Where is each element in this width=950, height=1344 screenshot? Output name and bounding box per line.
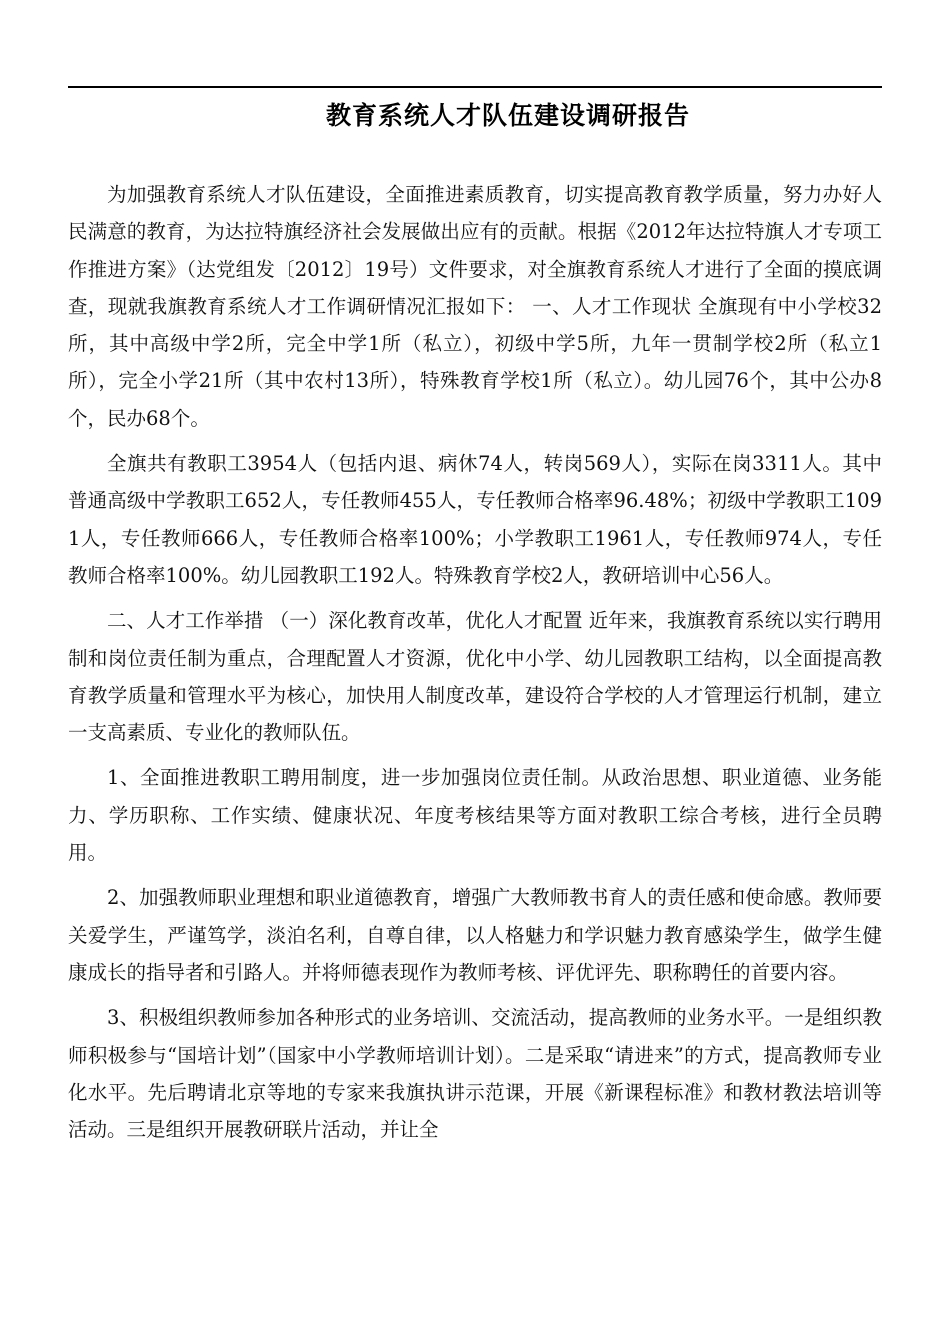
paragraph-item-3: 3、积极组织教师参加各种形式的业务培训、交流活动，提高教师的业务水平。一是组织教师积极参与“国培计划”（国家中小学教师培训计划）。二是采取“请进来”的方式，提高教师专业化水平。先后聘请北京等地的专家来我旗执讲示范课，开展《新课程标准》和教材教法培训等活动。三是组织开展教研联片活动，并让全 bbox=[68, 1006, 882, 1142]
paragraph-item-1: 1、全面推进教职工聘用制度，进一步加强岗位责任制。从政治思想、职业道德、业务能力、学历职称、工作实绩、健康状况、年度考核结果等方面对教职工综合考核，进行全员聘用。 bbox=[68, 766, 882, 865]
paragraph-measures: 二、人才工作举措 （一）深化教育改革，优化人才配置 近年来，我旗教育系统以实行聘用制和岗位责任制为重点，合理配置人才资源，优化中小学、幼儿园教职工结构，以全面提高教育教学质量和管理水平为核心，加快用人制度改革，建设符合学校的人才管理运行机制，建立一支高素质、专业化的教师队伍。 bbox=[68, 609, 882, 745]
header-rule bbox=[68, 86, 882, 88]
paragraph-intro: 为加强教育系统人才队伍建设，全面推进素质教育，切实提高教育教学质量，努力办好人民满意的教育，为达拉特旗经济社会发展做出应有的贡献。根据《2012年达拉特旗人才专项工作推进方案》（达党组发〔2012〕19号）文件要求，对全旗教育系统人才进行了全面的摸底调查，现就我旗教育系统人才工作调研情况汇报如下： 一、人才工作现状 全旗现有中小学校32所，其中高级中学2所，完全中学1所（私立），初级中学5所，九年一贯制学校2所（私立1所），完全小学21所（其中农村13所），特殊教育学校1所（私立）。幼儿园76个，其中公办8个，民办68个。 bbox=[68, 183, 882, 430]
paragraph-staff-stats: 全旗共有教职工3954人（包括内退、病休74人，转岗569人），实际在岗3311人。其中普通高级中学教职工652人，专任教师455人，专任教师合格率96.48%；初级中学教职工1091人，专任教师666人，专任教师合格率100%；小学教职工1961人，专任教师974人，专任教师合格率100%。幼儿园教职工192人。特殊教育学校2人，教研培训中心56人。 bbox=[68, 452, 882, 587]
document-title: 教育系统人才队伍建设调研报告 bbox=[325, 101, 690, 130]
paragraph-item-2: 2、加强教师职业理想和职业道德教育，增强广大教师教书育人的责任感和使命感。教师要关爱学生，严谨笃学，淡泊名利，自尊自律，以人格魅力和学识魅力教育感染学生，做学生健康成长的指导者和引路人。并将师德表现作为教师考核、评优评先、职称聘任的首要内容。 bbox=[68, 886, 882, 984]
document-body bbox=[68, 176, 882, 1156]
